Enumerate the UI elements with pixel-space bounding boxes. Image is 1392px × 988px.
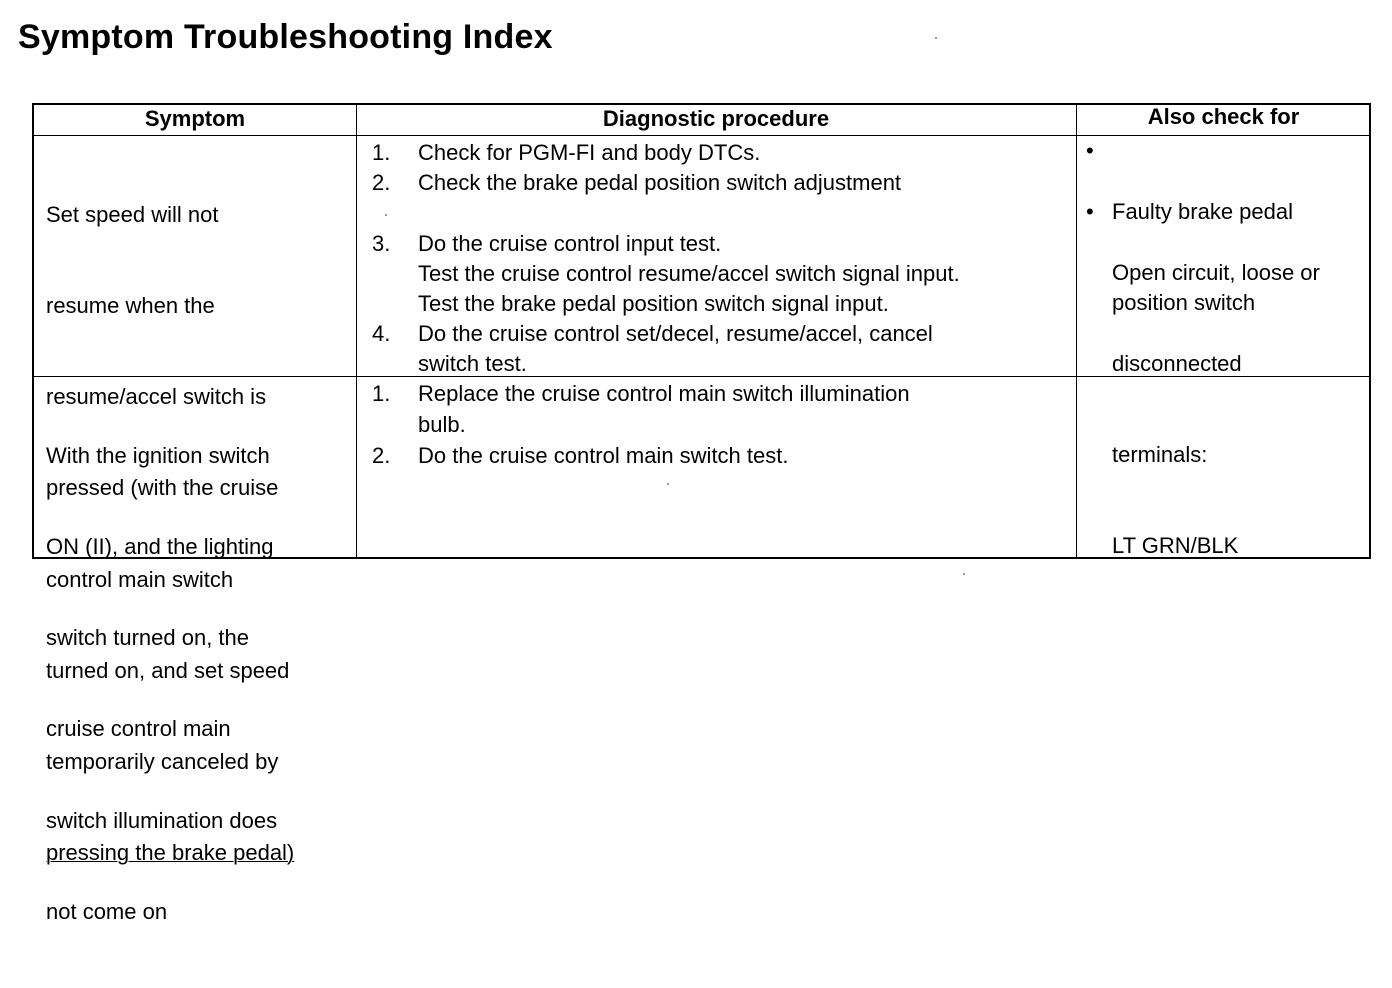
bullet-icon: • <box>1086 199 1094 224</box>
step-text: Check the brake pedal position switch adjustment <box>418 170 902 195</box>
symptom-line: not come on <box>46 898 168 924</box>
step-text: Replace the cruise control main switch illumination <box>418 381 910 406</box>
symptom-line: switch illumination does <box>46 807 278 833</box>
symptom-line: ON (II), and the lighting <box>46 534 274 560</box>
symptom-line: pressing the brake pedal) <box>46 840 295 866</box>
step-number: 1. <box>372 140 391 165</box>
step-text: Test the brake pedal position switch signal input. <box>418 291 889 316</box>
symptom-line: Set speed will not <box>46 201 219 227</box>
also-check-item <box>1112 197 1320 623</box>
scan-speck <box>963 573 965 575</box>
also-check-line: Faulty brake pedal <box>1112 198 1293 224</box>
troubleshooting-table <box>32 103 1371 924</box>
header-diagnostic-procedure: Diagnostic procedure <box>602 106 830 131</box>
step-text: switch test. <box>418 351 527 376</box>
step-text: Do the cruise control input test. <box>418 231 722 256</box>
scan-speck <box>667 483 669 485</box>
also-check-line: terminals: <box>1112 442 1208 468</box>
symptom-line: switch turned on, the <box>46 625 250 651</box>
header-symptom: Symptom <box>144 106 246 131</box>
also-check-line: LT GRN/BLK <box>1112 533 1239 559</box>
scan-speck <box>385 214 387 216</box>
page-title: Symptom Troubleshooting Index <box>18 18 553 56</box>
column-divider <box>1076 105 1077 557</box>
symptom-cell-row-2 <box>46 380 277 988</box>
step-text: Do the cruise control main switch test. <box>418 443 789 468</box>
symptom-line: resume when the <box>46 293 215 319</box>
scan-speck <box>935 37 937 39</box>
also-check-line: position switch <box>1112 290 1256 316</box>
bullet-icon: • <box>1086 138 1094 163</box>
also-check-line: Open circuit, loose or <box>1112 259 1320 285</box>
step-text: Check for PGM-FI and body DTCs. <box>418 140 761 165</box>
symptom-line: pressed (with the cruise <box>46 475 279 501</box>
step-number: 2. <box>372 443 391 468</box>
symptom-line: turned on, and set speed <box>46 657 290 683</box>
symptom-line: resume/accel switch is <box>46 384 267 410</box>
column-divider <box>356 105 357 557</box>
step-number: 3. <box>372 231 391 256</box>
symptom-line: temporarily canceled by <box>46 749 279 775</box>
also-check-line: disconnected <box>1112 351 1242 377</box>
step-number: 2. <box>372 170 391 195</box>
step-text: bulb. <box>418 412 466 437</box>
header-also-check-for: Also check for <box>1147 104 1300 129</box>
step-number: 1. <box>372 381 391 406</box>
symptom-line: control main switch <box>46 566 234 592</box>
symptom-line: cruise control main <box>46 716 231 742</box>
symptom-line: With the ignition switch <box>46 442 270 468</box>
step-number: 4. <box>372 321 391 346</box>
step-text: Test the cruise control resume/accel switch signal input. <box>418 261 960 286</box>
step-text: Do the cruise control set/decel, resume/accel, cancel <box>418 321 933 346</box>
